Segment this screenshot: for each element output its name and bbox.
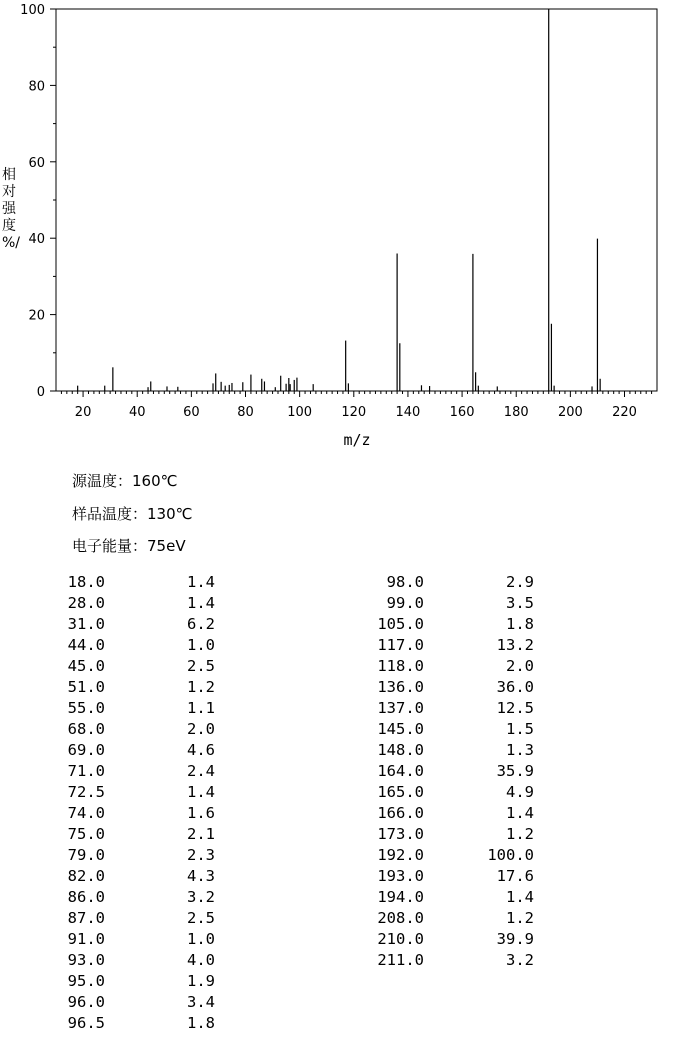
- y-axis-label-char: 对: [2, 184, 16, 200]
- peak-intensity: 39.9: [496, 930, 534, 948]
- peak-row: [0, 1013, 680, 1034]
- y-axis-label-char: 相: [2, 167, 16, 183]
- peak-intensity: 13.2: [496, 636, 534, 654]
- peak-row: [0, 677, 680, 698]
- x-tick-label: 80: [237, 405, 254, 420]
- peak-intensity: 2.1: [187, 825, 215, 843]
- y-tick-label: 60: [28, 155, 45, 171]
- y-tick-label: 20: [28, 308, 45, 324]
- y-tick-label: 80: [28, 79, 45, 95]
- peak-mz: 71.0: [67, 762, 105, 780]
- peak-mz: 87.0: [67, 909, 105, 927]
- peak-mz: 69.0: [67, 741, 105, 759]
- peak-row: [0, 614, 680, 635]
- peak-mz: 118.0: [377, 657, 424, 675]
- peak-mz: 145.0: [377, 720, 424, 738]
- peak-intensity: 1.3: [506, 741, 534, 759]
- peak-mz: 136.0: [377, 678, 424, 696]
- x-tick-label: 140: [395, 405, 421, 420]
- peak-mz: 74.0: [67, 804, 105, 822]
- peak-row: [0, 971, 680, 992]
- peak-intensity: 2.0: [187, 720, 215, 738]
- peak-intensity: 4.0: [187, 951, 215, 969]
- peak-row: [0, 740, 680, 761]
- peak-intensity: 1.6: [187, 804, 215, 822]
- peak-mz: 51.0: [67, 678, 105, 696]
- peak-row: [0, 866, 680, 887]
- peak-intensity: 17.6: [496, 867, 534, 885]
- peak-mz: 192.0: [377, 846, 424, 864]
- peak-row: [0, 803, 680, 824]
- peak-mz: 211.0: [377, 951, 424, 969]
- peak-intensity: 3.2: [187, 888, 215, 906]
- peak-mz: 44.0: [67, 636, 105, 654]
- peak-mz: 164.0: [377, 762, 424, 780]
- x-tick-label: 20: [74, 405, 92, 420]
- peak-mz: 165.0: [377, 783, 424, 801]
- peak-mz: 55.0: [67, 699, 105, 717]
- source-temperature: 源温度：160℃: [72, 472, 178, 490]
- peak-mz: 194.0: [377, 888, 424, 906]
- peak-mz: 18.0: [67, 573, 105, 591]
- peak-intensity: 35.9: [496, 762, 534, 780]
- peak-intensity: 1.8: [187, 1014, 215, 1032]
- peak-mz: 93.0: [67, 951, 105, 969]
- peak-row: [0, 761, 680, 782]
- x-tick-label: 40: [128, 405, 146, 420]
- peak-row: [0, 698, 680, 719]
- peak-row: [0, 950, 680, 971]
- peak-intensity: 1.2: [506, 825, 534, 843]
- peak-intensity: 1.4: [506, 888, 534, 906]
- y-tick-label: 0: [36, 385, 45, 400]
- peak-mz: 28.0: [67, 594, 105, 612]
- peak-row: [0, 824, 680, 845]
- peak-intensity: 12.5: [496, 699, 534, 717]
- peak-intensity: 1.0: [187, 636, 215, 654]
- peak-intensity: 2.4: [187, 762, 215, 780]
- y-axis-label-char: 强: [2, 201, 16, 217]
- peak-intensity: 2.9: [506, 573, 534, 591]
- peak-mz: 166.0: [377, 804, 424, 822]
- peak-row: [0, 992, 680, 1013]
- peak-intensity: 1.4: [187, 573, 215, 591]
- peak-mz: 86.0: [67, 888, 105, 906]
- peak-row: [0, 782, 680, 803]
- peak-mz: 117.0: [377, 636, 424, 654]
- peak-intensity: 1.1: [187, 699, 215, 717]
- peak-intensity: 3.4: [187, 993, 215, 1011]
- y-axis-label-char: %/: [2, 235, 21, 251]
- peak-mz: 82.0: [67, 867, 105, 885]
- peak-intensity: 1.4: [187, 783, 215, 801]
- y-axis-label: [2, 166, 20, 251]
- peak-mz: 68.0: [67, 720, 105, 738]
- peak-intensity: 36.0: [496, 678, 534, 696]
- peak-intensity: 1.2: [187, 678, 215, 696]
- peak-intensity: 100.0: [487, 846, 534, 864]
- peak-row: [0, 929, 680, 950]
- x-tick-label: 120: [341, 405, 367, 420]
- peak-intensity: 2.3: [187, 846, 215, 864]
- x-tick-label: 220: [612, 405, 637, 420]
- y-tick-label: 100: [20, 3, 45, 18]
- peak-intensity: 1.0: [187, 930, 215, 948]
- peak-intensity: 4.3: [187, 867, 215, 885]
- peak-mz: 72.5: [67, 783, 105, 801]
- peak-row: [0, 887, 680, 908]
- peak-intensity: 2.0: [506, 657, 534, 675]
- peak-mz: 31.0: [67, 615, 105, 633]
- x-tick-label: 180: [503, 405, 529, 420]
- peak-mz: 96.5: [67, 1014, 105, 1032]
- peak-row: [0, 908, 680, 929]
- electron-energy: 电子能量：75eV: [72, 537, 186, 555]
- peak-mz: 148.0: [377, 741, 424, 759]
- peak-row: [0, 656, 680, 677]
- peak-intensity: 1.2: [506, 909, 534, 927]
- x-tick-label: 200: [557, 405, 583, 420]
- peak-mz: 79.0: [67, 846, 105, 864]
- mass-spectrum-chart: [0, 0, 680, 460]
- peak-intensity: 3.2: [506, 951, 534, 969]
- peak-mz: 98.0: [386, 573, 424, 591]
- peak-mz: 210.0: [377, 930, 424, 948]
- peak-row: [0, 593, 680, 614]
- peak-row: [0, 719, 680, 740]
- x-tick-label: 160: [449, 405, 475, 420]
- peak-row: [0, 845, 680, 866]
- peak-intensity: 1.4: [506, 804, 534, 822]
- peak-mz: 96.0: [67, 993, 105, 1011]
- peak-intensity: 1.4: [187, 594, 215, 612]
- peak-mz: 137.0: [377, 699, 424, 717]
- peak-intensity: 4.6: [187, 741, 215, 759]
- peak-mz: 75.0: [67, 825, 105, 843]
- peak-intensity: 1.5: [506, 720, 534, 738]
- peak-mz: 173.0: [377, 825, 424, 843]
- x-axis-label: m/z: [343, 431, 371, 449]
- peak-intensity: 3.5: [506, 594, 534, 612]
- peak-intensity: 2.5: [187, 909, 215, 927]
- peak-row: [0, 572, 680, 593]
- peak-mz: 193.0: [377, 867, 424, 885]
- sample-temperature: 样品温度：130℃: [72, 505, 193, 523]
- y-axis-label-char: 度: [2, 218, 16, 234]
- x-tick-label: 60: [183, 405, 200, 420]
- peak-mz: 91.0: [67, 930, 105, 948]
- peak-intensity: 1.8: [506, 615, 534, 633]
- plot-frame: [56, 9, 657, 391]
- peak-mz: 105.0: [377, 615, 424, 633]
- peak-mz: 99.0: [386, 594, 424, 612]
- x-tick-label: 100: [287, 405, 313, 420]
- peak-intensity: 6.2: [187, 615, 215, 633]
- peak-row: [0, 635, 680, 656]
- peak-intensity: 2.5: [187, 657, 215, 675]
- peak-mz: 208.0: [377, 909, 424, 927]
- peak-mz: 95.0: [67, 972, 105, 990]
- peak-intensity: 4.9: [506, 783, 534, 801]
- y-tick-label: 40: [28, 232, 45, 248]
- peak-intensity: 1.9: [187, 972, 215, 990]
- peak-mz: 45.0: [67, 657, 105, 675]
